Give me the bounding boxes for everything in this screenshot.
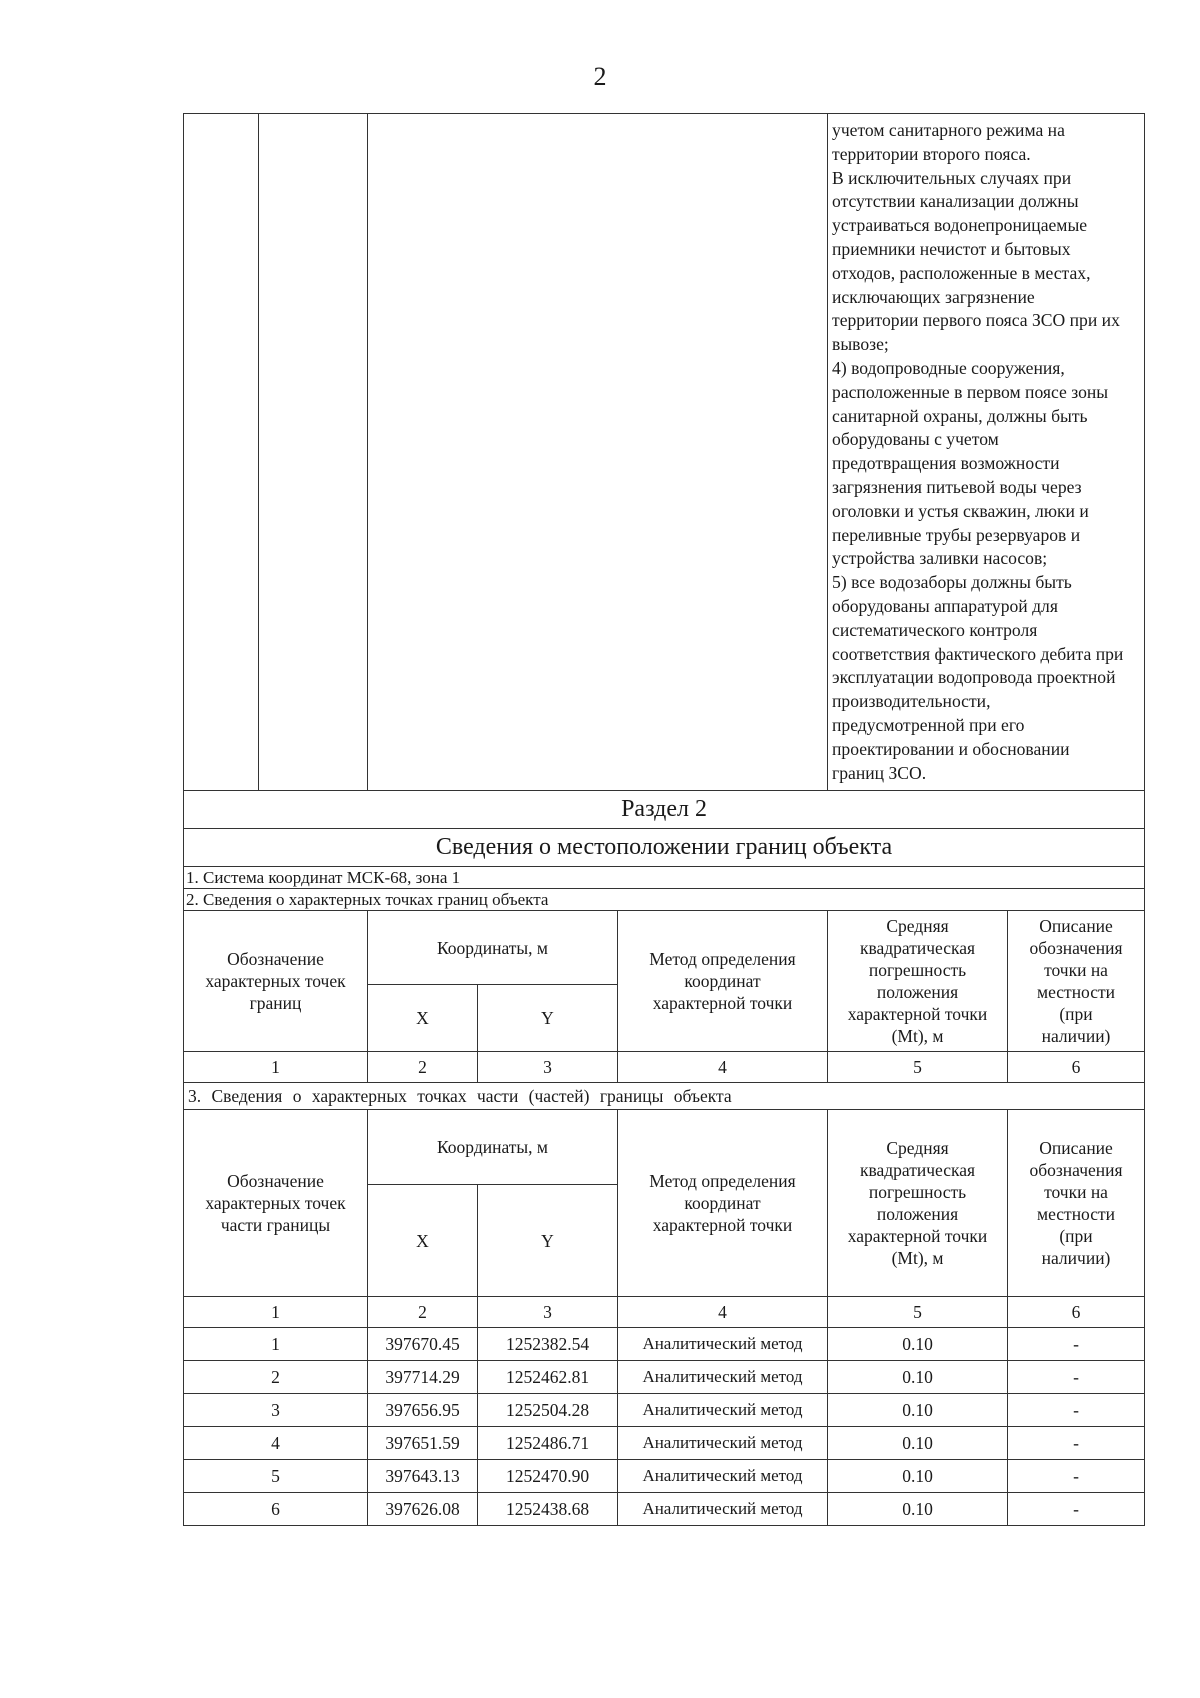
column-number: 3 bbox=[478, 1052, 618, 1083]
text-line: предусмотренной при его bbox=[832, 714, 1025, 735]
y-coordinate-cell: 1252486.71 bbox=[478, 1427, 618, 1460]
table-row bbox=[184, 1460, 1145, 1493]
text-line: расположенные в первом поясе зоны bbox=[832, 381, 1109, 402]
t2-header-x: X bbox=[368, 1185, 478, 1297]
text-line: территории первого пояса ЗСО при их bbox=[832, 310, 1120, 331]
header-line: наличии) bbox=[1041, 1026, 1111, 1046]
description-cell: - bbox=[1008, 1328, 1145, 1361]
t1-header-x: X bbox=[368, 985, 478, 1052]
point-number-cell: 2 bbox=[184, 1361, 368, 1394]
text-line: отсутствии канализации должны bbox=[832, 191, 1079, 212]
t2-header-point-designation bbox=[184, 1110, 368, 1297]
method-cell: Аналитический метод bbox=[618, 1427, 828, 1460]
section-title: Сведения о местоположении границ объекта bbox=[184, 829, 1145, 867]
t1-header-point-designation bbox=[184, 911, 368, 1052]
text-line: отходов, расположенные в местах, bbox=[832, 262, 1091, 283]
header-line: погрешность bbox=[868, 960, 967, 980]
error-cell: 0.10 bbox=[828, 1427, 1008, 1460]
header-line: (при bbox=[1059, 1004, 1093, 1024]
text-line: загрязнения питьевой воды через bbox=[832, 476, 1082, 497]
table-row bbox=[184, 1493, 1145, 1526]
header-line: Средняя bbox=[886, 916, 949, 936]
column-number: 6 bbox=[1008, 1052, 1145, 1083]
header-line: наличии) bbox=[1041, 1248, 1111, 1268]
header-line: (Mt), м bbox=[891, 1026, 944, 1046]
t1-header-error bbox=[828, 911, 1008, 1052]
t1-header-description bbox=[1008, 911, 1145, 1052]
description-cell: - bbox=[1008, 1394, 1145, 1427]
header-line: погрешность bbox=[868, 1182, 967, 1202]
error-cell: 0.10 bbox=[828, 1493, 1008, 1526]
method-cell: Аналитический метод bbox=[618, 1328, 828, 1361]
text-line: территории второго пояса. bbox=[832, 143, 1031, 164]
method-cell: Аналитический метод bbox=[618, 1493, 828, 1526]
description-cell: - bbox=[1008, 1427, 1145, 1460]
x-coordinate-cell: 397651.59 bbox=[368, 1427, 478, 1460]
text-line: предотвращения возможности bbox=[832, 453, 1060, 474]
column-number: 2 bbox=[368, 1297, 478, 1328]
y-coordinate-cell: 1252470.90 bbox=[478, 1460, 618, 1493]
t2-header-coordinates: Координаты, м bbox=[368, 1110, 618, 1185]
column-number: 6 bbox=[1008, 1297, 1145, 1328]
header-line: координат bbox=[684, 1193, 761, 1213]
text-line: вывозе; bbox=[832, 334, 889, 355]
t2-header-error bbox=[828, 1110, 1008, 1297]
header-line: местности bbox=[1037, 1204, 1116, 1224]
error-cell: 0.10 bbox=[828, 1394, 1008, 1427]
x-coordinate-cell: 397656.95 bbox=[368, 1394, 478, 1427]
text-line: приемники нечистот и бытовых bbox=[832, 238, 1071, 259]
point-number-cell: 5 bbox=[184, 1460, 368, 1493]
y-coordinate-cell: 1252504.28 bbox=[478, 1394, 618, 1427]
table-row bbox=[184, 1361, 1145, 1394]
t2-header-description bbox=[1008, 1110, 1145, 1297]
table-row bbox=[184, 1427, 1145, 1460]
method-cell: Аналитический метод bbox=[618, 1361, 828, 1394]
header-line: Описание bbox=[1039, 916, 1113, 936]
header-line: точки на bbox=[1044, 1182, 1108, 1202]
y-coordinate-cell: 1252462.81 bbox=[478, 1361, 618, 1394]
column-number: 4 bbox=[618, 1297, 828, 1328]
x-coordinate-cell: 397643.13 bbox=[368, 1460, 478, 1493]
error-cell: 0.10 bbox=[828, 1361, 1008, 1394]
text-line: учетом санитарного режима на bbox=[832, 120, 1065, 140]
header-line: обозначения bbox=[1029, 1160, 1123, 1180]
text-line: эксплуатации водопровода проектной bbox=[832, 667, 1116, 688]
restrictions-text bbox=[828, 114, 1144, 789]
continuation-row bbox=[184, 114, 1145, 791]
header-line: характерной точки bbox=[847, 1004, 988, 1024]
part-points-heading: 3. Сведения о характерных точках части (частей) границы объекта bbox=[184, 1083, 1145, 1110]
header-line: (Mt), м bbox=[891, 1248, 944, 1268]
table-row bbox=[184, 1394, 1145, 1427]
points-heading: 2. Сведения о характерных точках границ объекта bbox=[184, 889, 1145, 911]
t1-header-coordinates: Координаты, м bbox=[368, 911, 618, 985]
text-line: 4) водопроводные сооружения, bbox=[832, 357, 1065, 378]
header-line: Обозначение bbox=[227, 949, 324, 969]
text-line: 5) все водозаборы должны быть bbox=[832, 572, 1072, 593]
page-number: 2 bbox=[593, 62, 607, 91]
header-line: части границы bbox=[220, 1215, 331, 1235]
point-number-cell: 1 bbox=[184, 1328, 368, 1361]
x-coordinate-cell: 397626.08 bbox=[368, 1493, 478, 1526]
header-line: характерной точки bbox=[652, 993, 793, 1013]
header-line: точки на bbox=[1044, 960, 1108, 980]
point-number-cell: 3 bbox=[184, 1394, 368, 1427]
text-line: проектировании и обосновании bbox=[832, 738, 1070, 759]
description-cell: - bbox=[1008, 1493, 1145, 1526]
column-number: 3 bbox=[478, 1297, 618, 1328]
description-cell: - bbox=[1008, 1460, 1145, 1493]
text-line: оголовки и устья скважин, люки и bbox=[832, 500, 1089, 521]
text-line: оборудованы аппаратурой для bbox=[832, 595, 1058, 616]
zone-document-table bbox=[183, 113, 1145, 1526]
column-number: 1 bbox=[184, 1297, 368, 1328]
text-line: соответствия фактического дебита при bbox=[832, 643, 1124, 664]
point-number-cell: 6 bbox=[184, 1493, 368, 1526]
header-line: характерной точки bbox=[847, 1226, 988, 1246]
t2-header-y: Y bbox=[478, 1185, 618, 1297]
text-line: санитарной охраны, должны быть bbox=[832, 405, 1088, 426]
header-line: характерных точек bbox=[205, 971, 346, 991]
t1-header-y: Y bbox=[478, 985, 618, 1052]
error-cell: 0.10 bbox=[828, 1328, 1008, 1361]
header-line: координат bbox=[684, 971, 761, 991]
text-line: границ ЗСО. bbox=[832, 762, 927, 783]
continuation-cell-text bbox=[828, 114, 1145, 791]
header-line: положения bbox=[876, 1204, 959, 1224]
header-line: Средняя bbox=[886, 1138, 949, 1158]
header-line: характерных точек bbox=[205, 1193, 346, 1213]
y-coordinate-cell: 1252382.54 bbox=[478, 1328, 618, 1361]
points-table-body bbox=[184, 1328, 1145, 1526]
x-coordinate-cell: 397714.29 bbox=[368, 1361, 478, 1394]
header-line: Описание bbox=[1039, 1138, 1113, 1158]
header-line: Метод определения bbox=[649, 949, 796, 969]
column-number: 4 bbox=[618, 1052, 828, 1083]
coordinate-system: 1. Система координат МСК-68, зона 1 bbox=[184, 867, 1145, 889]
y-coordinate-cell: 1252438.68 bbox=[478, 1493, 618, 1526]
table-row bbox=[184, 1328, 1145, 1361]
text-line: устраиваться водонепроницаемые bbox=[832, 215, 1088, 236]
continuation-cell-name bbox=[368, 114, 828, 791]
header-line: (при bbox=[1059, 1226, 1093, 1246]
header-line: обозначения bbox=[1029, 938, 1123, 958]
column-number: 1 bbox=[184, 1052, 368, 1083]
text-line: исключающих загрязнение bbox=[832, 286, 1035, 307]
column-number: 5 bbox=[828, 1052, 1008, 1083]
column-number: 2 bbox=[368, 1052, 478, 1083]
error-cell: 0.10 bbox=[828, 1460, 1008, 1493]
text-line: переливные трубы резервуаров и bbox=[832, 524, 1081, 545]
x-coordinate-cell: 397670.45 bbox=[368, 1328, 478, 1361]
method-cell: Аналитический метод bbox=[618, 1460, 828, 1493]
text-line: систематического контроля bbox=[832, 619, 1038, 640]
continuation-cell-number bbox=[184, 114, 368, 791]
header-line: характерной точки bbox=[652, 1215, 793, 1235]
header-line: квадратическая bbox=[859, 938, 976, 958]
t1-column-numbers bbox=[184, 1052, 1145, 1083]
method-cell: Аналитический метод bbox=[618, 1394, 828, 1427]
header-line: Метод определения bbox=[649, 1171, 796, 1191]
text-line: В исключительных случаях при bbox=[832, 167, 1072, 188]
point-number-cell: 4 bbox=[184, 1427, 368, 1460]
header-line: квадратическая bbox=[859, 1160, 976, 1180]
text-line: производительности, bbox=[832, 691, 991, 712]
text-line: устройства заливки насосов; bbox=[832, 548, 1048, 569]
t2-header-method bbox=[618, 1110, 828, 1297]
header-line: Обозначение bbox=[227, 1171, 324, 1191]
section-label: Раздел 2 bbox=[184, 791, 1145, 829]
header-line: положения bbox=[876, 982, 959, 1002]
header-line: границ bbox=[249, 993, 302, 1013]
column-number: 5 bbox=[828, 1297, 1008, 1328]
header-line: местности bbox=[1037, 982, 1116, 1002]
t2-column-numbers bbox=[184, 1297, 1145, 1328]
text-line: оборудованы с учетом bbox=[832, 429, 999, 450]
t1-header-method bbox=[618, 911, 828, 1052]
description-cell: - bbox=[1008, 1361, 1145, 1394]
